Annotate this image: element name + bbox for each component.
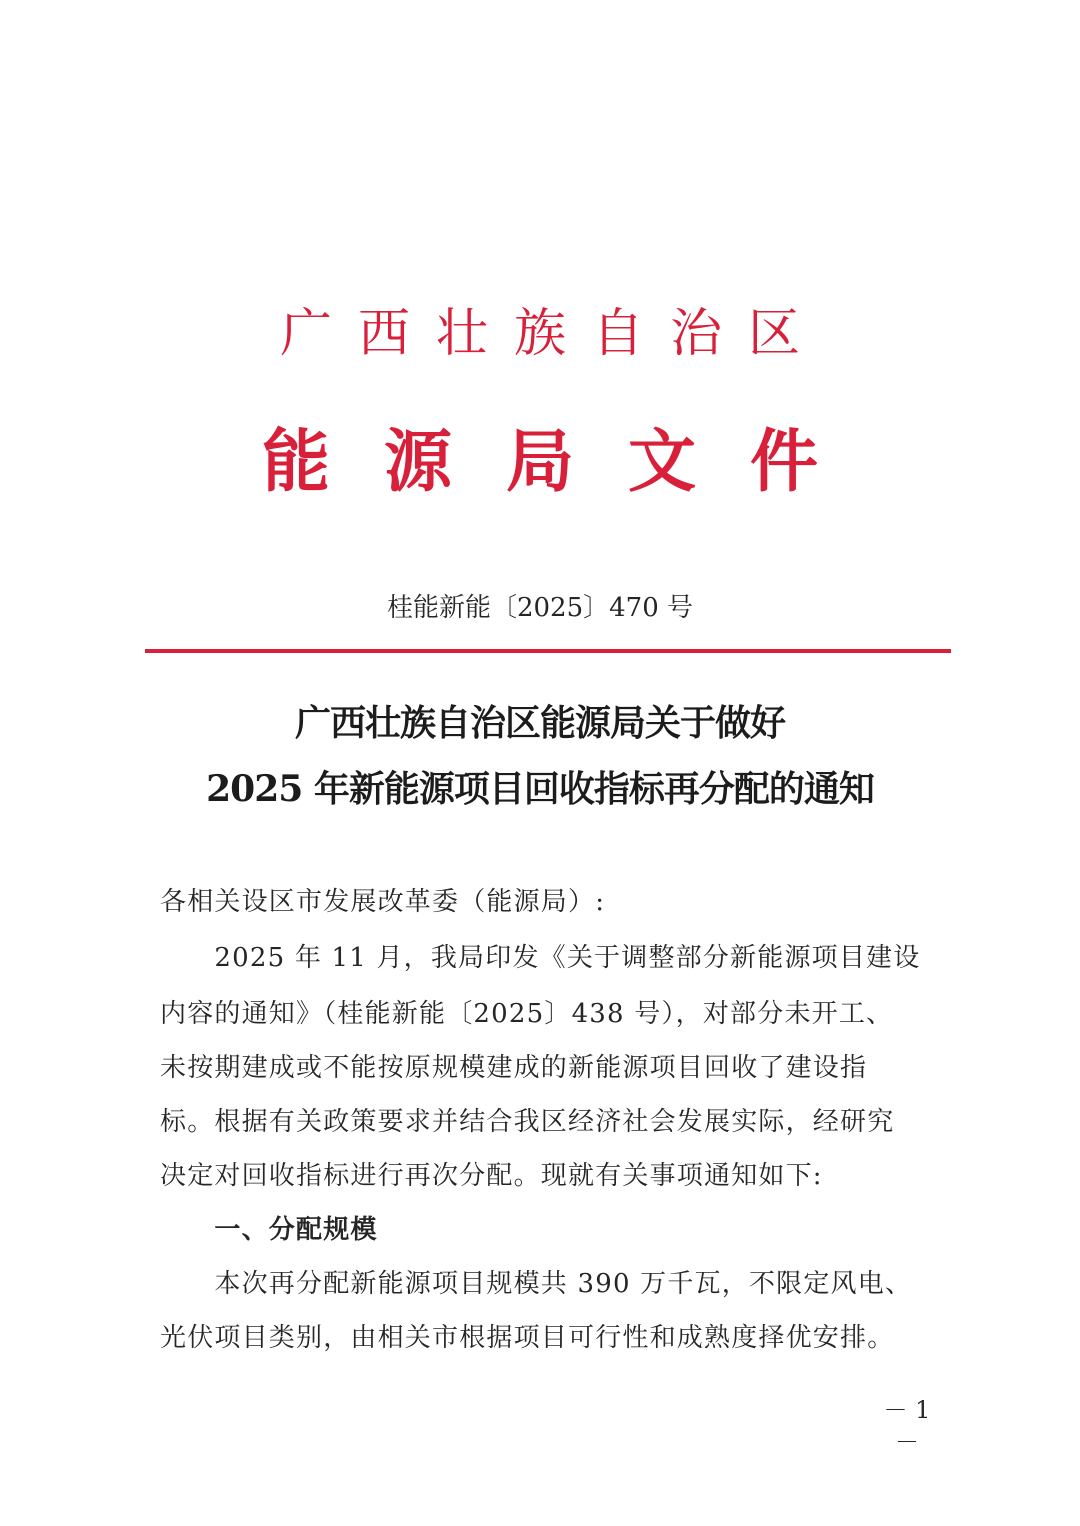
body-paragraph-line: 决定对回收指标进行再次分配。现就有关事项通知如下: xyxy=(160,1161,823,1191)
document-number: 桂能新能〔2025〕470 号 xyxy=(386,593,694,623)
document-type-heading: 能源局文件 xyxy=(261,422,872,502)
document-title-line2: 2025 年新能源项目回收指标再分配的通知 xyxy=(206,768,874,810)
body-paragraph-line: 内容的通知》（桂能新能〔2025〕438 号），对部分未开工、 xyxy=(160,999,894,1029)
document-title-line1: 广西壮族自治区能源局关于做好 xyxy=(294,702,785,744)
body-paragraph-line: 本次再分配新能源项目规模共 390 万千瓦，不限定风电、 xyxy=(160,1269,913,1299)
red-divider xyxy=(145,649,951,653)
body-paragraph-line: 2025 年 11 月，我局印发《关于调整部分新能源项目建设 xyxy=(160,943,921,973)
body-paragraph-line: 未按期建成或不能按原规模建成的新能源项目回收了建设指 xyxy=(160,1053,868,1083)
body-paragraph-line: 标。根据有关政策要求并结合我区经济社会发展实际，经研究 xyxy=(160,1107,895,1137)
issuer-name: 广西壮族自治区 xyxy=(279,304,826,364)
section-heading: 一、分配规模 xyxy=(160,1215,378,1245)
salutation: 各相关设区市发展改革委（能源局）: xyxy=(160,887,606,917)
body-paragraph-line: 光伏项目类别，由相关市根据项目可行性和成熟度择优安排。 xyxy=(160,1323,895,1353)
page-number: － 1 － xyxy=(883,1396,931,1456)
